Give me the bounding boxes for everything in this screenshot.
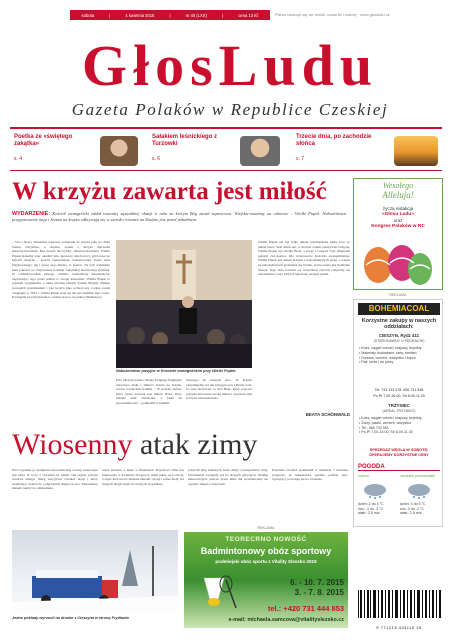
bohemia-items-2 [359,416,439,435]
header-divider [10,127,442,129]
lead-col-5: Wielki Piątek nie był tylko dniem przemyślenia męki, lecz po pełnej łasce. Stąd dzień ten, w którym wierni przeżywali Golgotę, Wielki Piątek był wielką Bożą, a krzyż i Golgota były miejscem pełnym zwycięstwa. Dla wyznawców Kościoła ewangelickiego Wielki Piątek jest dniem jednym z najważniejszych świąt, a wierni na nabożeństwach gromadzą się licznie, sprawowana jest Komunia Święta. Tego dnia również we wszystkich zborach odbywały się nabożeństwa, przy których śpiewano pasyjne pieśni. [258,240,350,277]
easter-org-2: Kongres Polaków w RC [371,224,425,229]
bohemia-contact-1b: Po-Pt 7.00-16.00, Sb 8.00-11.00 [373,394,425,398]
easter-wishes: życzą redakcja [382,206,414,211]
masthead-subtitle: Gazeta Polaków w Republice Czeskiej [71,100,389,119]
list-item: • Żwiry, piaski, cement, wszystko [359,420,412,425]
snow-photo-caption: Jedne pokłady wyrzucił na drodze z Cieszyna w stronę Frydlanta [12,616,129,620]
bohemia-offer: SPRZEDAŻ WĘGLA W SOBOTĘ: OFERUJEMY KORZYSTNE CENY [369,448,429,457]
lead-intro [12,211,346,223]
second-col-2: wiele terenów, a także w Beskidach. Pogodowa zima nas zaskoczyła w kwietniu. Drogowcy mieli pełne ręce roboty, a część kierowców musiała zmienić opony i samochody. Na drogach mogło dojść do licznych wypadków. [102,468,184,486]
bohemia-branch-1: CIESZYN, Rydz 411 [378,333,420,338]
easter-wesolego: Wesołego [382,181,414,190]
teaser-page: s. 4 [14,156,23,162]
easter-oraz: oraz [393,218,403,223]
masthead-title: GłosLudu [81,33,379,98]
teaser-title: Poetka ze «świętego zakątka» [14,134,73,147]
bohemia-branch-1-note: (STARODAWNY U PĘDRACHI) [373,339,425,343]
teaser-page: s. 7 [296,156,305,162]
badminton-ad[interactable] [184,532,348,628]
ad2-sub: podmiejski obóz sportu z Vitality Slezsko 2015 [215,559,317,564]
bohemia-logo: BOHEMIACOAL [358,303,440,315]
teaser-photo [394,136,438,166]
teaser-1[interactable] [14,134,144,166]
bohemia-branch-2: TRZYNIEC [388,403,410,408]
church-interior-illustration [116,240,252,368]
lead-headline[interactable]: W krzyżu zawarta jest miłość [12,178,327,205]
list-item: • Tel.: 556 733 551 [359,425,389,430]
teaser-2[interactable] [152,134,292,166]
teaser-photo [100,136,138,166]
second-col-4: Podobnie również podkreślili w niedzielę 3 kwietnia prognozy, że temperatura spadnie poniżej zera. Synoptycy powołują się na wrażenie. [272,468,348,482]
list-item: • Koks, węgiel czeski i krajowy, brykiety [359,346,422,350]
lead-intro-text: Kościół ewangelicki oddał ostatniej sąsiedzkiej okazji w roku za którym Bóg zasiał zapracowu. Wiejska-wstańmy na odnowie – Wielki Piątek. Nabożeństwa przygotowanie nają i Jezusa na krzyżu odkrywają się w szeroko również na Zaolziu jest przed południem. [12,211,346,222]
easter-ad[interactable] [353,178,443,290]
easter-org-1: «Głosu Ludu» [382,212,414,217]
date-full: 4 kwietnia 2015 [125,12,155,18]
second-col-3: przez 60 pług śnieżnych, które dbały o przejezdność dróg. Utrudnienia wystąpiły też na drogach głównych. Według meteorologów jeszcze przez kilka dni spodziewamy się opadów śniegu z deszczem. [188,468,268,486]
barcode [356,590,442,630]
lead-photo-caption: Nabożeństwo pasyjne w Kościele ewangelickim przy Wielki Piątek. [116,369,237,373]
weather-title: POGODA [358,464,440,471]
list-item: • Drzewa, cement, wszystko i kopra [359,355,416,360]
bohemia-contact-1: Tel. 733 133 378, 556 731 548 [374,388,424,392]
list-item: • Materiały budowlane, tarty, kamień [359,350,417,355]
weather-temps-1: dzień: 2 do 4 °C noc: -1 do -3 °C wiatr: 2-5 m/s [358,502,384,516]
top-info-bar: sobota | 4 kwietnia 2015 | nr 40 (LXX) | cena 13 kč [70,10,270,20]
teaser-title: Trzecie dnia, po zachodzie słońca [296,134,372,147]
easter-alleluja: Alleluja! [382,190,414,200]
lead-col-1: – Stoi i Nowy Testament napisany pomaradu do krzyża jako do drabi Jezusa Chrystusa, a dopiero potem o krzyżu męczenia zmartwychwstania. Bez krzyża nie byłoby zmartwychwstania. Wielki Piątek możemy więc określić jako pierwszy dzień pracy, gdyż nasz po którym naszym – pośród nieustannego naśladowania. Przez nasz krzyżowanego, jak i przez Jego Ducha, to pomoc. Na tym wykładzie nam pokazać po Najwyższej Komisji Lubelskiej Konstytucji Polskiej. W oddziaływaniem którego zasilano rozmodlony mieszkańców naprawiając tego przez udział w swojej kancelarii. Wielki Piątek to przełom wyjaśnienia, a także ulicami niebem Synem Bożym. Biskup prowadził przemieniem i bez krzyża jako uchwycony, rozkaz został osiągnięty w 1933 r. Wielki Piątek staje się dla nas znakiem tego czasu. Ewangelia na Chrystusem to ostatni słowa i do pełnej Wielkanocy. [12,240,110,300]
date-weekday: sobota [81,12,95,18]
snow-cloud-icon [362,482,388,500]
teaser-photo [240,136,280,166]
bohemia-coal-ad[interactable] [353,299,443,527]
second-headline[interactable]: Wiosenny atak zimy [12,428,258,461]
list-item: • Koks, węgiel czeski i krajowy, brykiety [359,416,422,420]
list-item: • Po-Pt 7.00-15.00, Sb 8.00-11.30 [359,430,413,435]
ad2-title: Badmintonowy obóz sportowy [200,546,332,556]
ad2-phone: tel.: +420 731 444 853 [267,604,344,613]
teaser-divider [10,170,442,171]
ad2-email: e-mail: michaela.samcova@vitalityslezsko.cz [228,617,344,623]
lead-kicker: WYDARZENIE: [12,211,51,217]
second-col-1: Dwa tygodnie po nadejściu astronomicznej wiosny zaskoczyła nas zima. W nocy z czwartku na piątek całe region pokryła warstwa śniegu. Śnieg zasypywał również drogi i ulice, utrudniając dojazd do podgórskich miejscowości. Mieszkańcy musieli ruszyć do odśnieżania. [12,468,98,491]
weather-day-2: niedziela poniedziałek [400,474,436,478]
snow-cloud-icon [406,482,432,500]
barcode-number: 9 771213 433119 15 [376,625,422,630]
teaser-3[interactable] [296,134,446,166]
ad2-label: REKLAMA [257,526,275,530]
lead-col-3: Przy ukrzyżowaniu z Pisma Świętego fragmenty dotyczące mąki i śmierci Jezusa na krzyżu, wierni wysłuchali homilii – W krzyżu Jezusa, który naszą zawartą jest miłość Boża, który udziela nam zbawienia, a łaska na sprawiedliwości – podkreślił w homilii. [116,378,182,405]
price: cena 13 kč [238,12,259,18]
bohemia-reklama-label: REKLAMA [389,293,407,297]
snow-photo [12,530,178,614]
list-item: • Pali: torfie i do piecy [359,360,394,365]
lead-photo [116,240,252,368]
tagline: Pismo ukazuje się we wtorki, czwartki i soboty · www.glosludu.cz [275,12,390,17]
weather-day-1: sobota [358,474,369,478]
weather-temps-2: dzień: 3 do 5 °C noc: 0 do -2 °C wiatr: 2-5 m/s [400,502,426,516]
ad2-dates-2: 3. - 7. 8. 2015 [294,588,344,597]
issue-number: nr 40 (LXX) [185,12,207,18]
lead-col-4: Świętego do naszych serc. W krzyżu otrzymujemy też dar przyjęcia nas z Bożej woli, bo nasz zbawiciel, to Syn Boży, który poprzez przypieczętowanie swojej miłości, przynosi nam wolność zaświadczenia. [186,378,252,401]
ad2-dates-1: 6. - 10. 7. 2015 [290,578,344,587]
teaser-page: s. 6 [152,156,161,162]
easter-eggs-illustration [360,235,436,287]
bohemia-items-1 [359,346,439,365]
lead-byline: BEATA SCHÖNWALD [305,412,350,417]
bohemia-headline: Korzystne zakupy w naszych oddziałach: [361,318,437,331]
bohemia-branch-2-note: (AREAL TRZYNIEC) [382,409,416,413]
ad2-banner: TEORECRNO NOWOŚĆ [225,536,307,543]
teaser-title: Sałakiem leśnickiego z Turzowki [152,134,218,147]
